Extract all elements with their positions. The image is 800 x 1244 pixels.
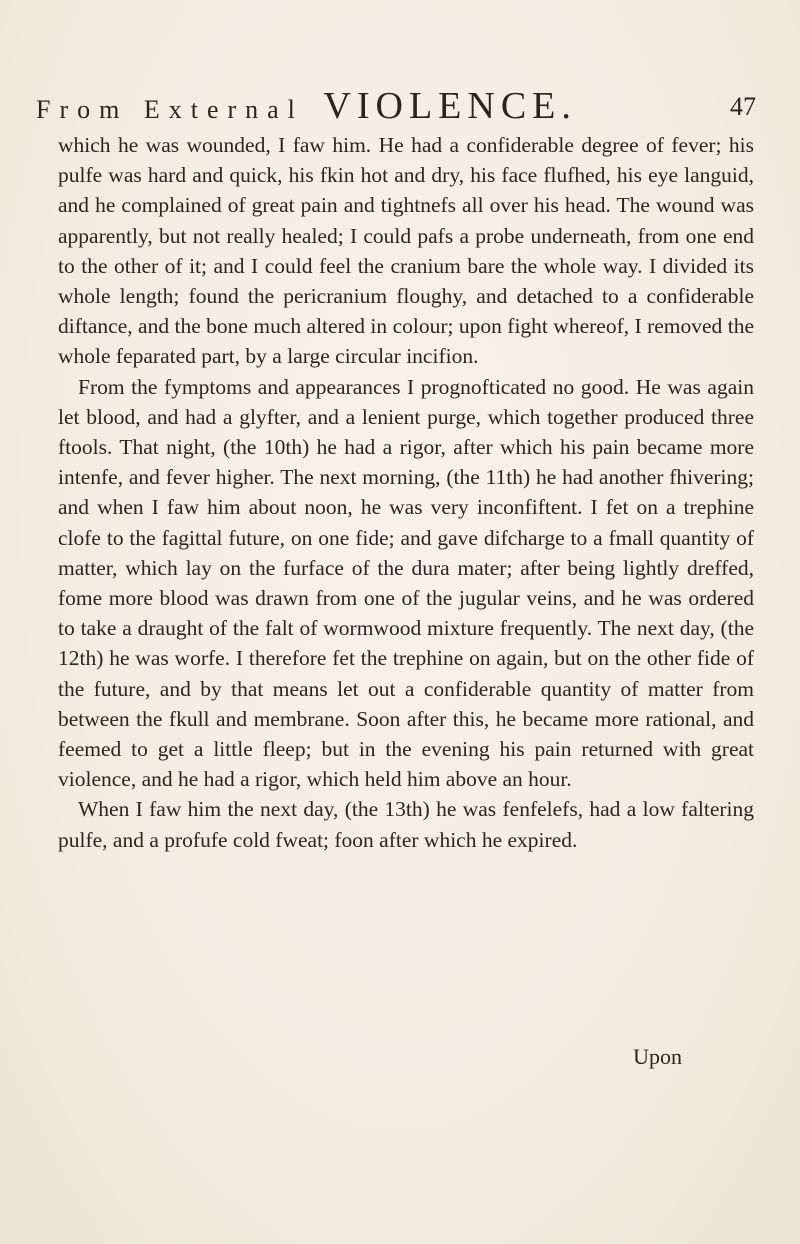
catchword: Upon xyxy=(633,1044,682,1069)
paragraph-outcome: When I faw him the next day, (the 13th) he was fenfelefs, had a low faltering pulfe, and a profufe cold fweat; foon after which he expired. xyxy=(58,797,754,852)
body-text xyxy=(58,130,754,855)
page-number: 47 xyxy=(730,92,756,121)
running-title-capitals: VIOLENCE. xyxy=(323,85,577,127)
paragraph-prognosis: From the fymptoms and appearances I prognofticated no good. He was again let blood, and had a glyfter, and a lenient purge, which together produced three ftools. That night, (the 10th) he had a rigor, after which his pain became more intenfe, and fever higher. The next morning, (the 11th) he had another fhivering; and when I faw him about noon, he was very inconfiftent. I fet on a trephine clofe to the fagittal future, on one fide; and gave difcharge to a fmall quantity of matter, which lay on the furface of the dura mater; after being lightly dreffed, fome more blood was drawn from one of the jugular veins, and he was ordered to take a draught of the falt of wormwood mixture frequently. The next day, (the 12th) he was worfe. I therefore fet the trephine on again, but on the other fide of the future, and by that means let out a confiderable quantity of matter from between the fkull and membrane. Soon after this, he became more rational, and feemed to get a little fleep; but in the evening his pain returned with great violence, and he had a rigor, which held him above an hour. xyxy=(58,374,754,792)
running-title-small-caps: From External xyxy=(36,95,304,124)
running-header xyxy=(36,78,756,128)
paragraph-continuation: which he was wounded, I faw him. He had a confiderable degree of fever; his pulfe was hard and quick, his fkin hot and dry, his face flufhed, his eye languid, and he complained of great pain and tightnefs all over his head. The wound was apparently, but not really healed; I could pafs a probe underneath, from one end to the other of it; and I could feel the cranium bare the whole way. I divided its whole length; found the pericranium floughy, and detached to a confiderable diftance, and the bone much altered in colour; upon fight whereof, I removed the whole feparated part, by a large circular incifion. xyxy=(58,133,754,369)
running-title xyxy=(36,84,577,128)
